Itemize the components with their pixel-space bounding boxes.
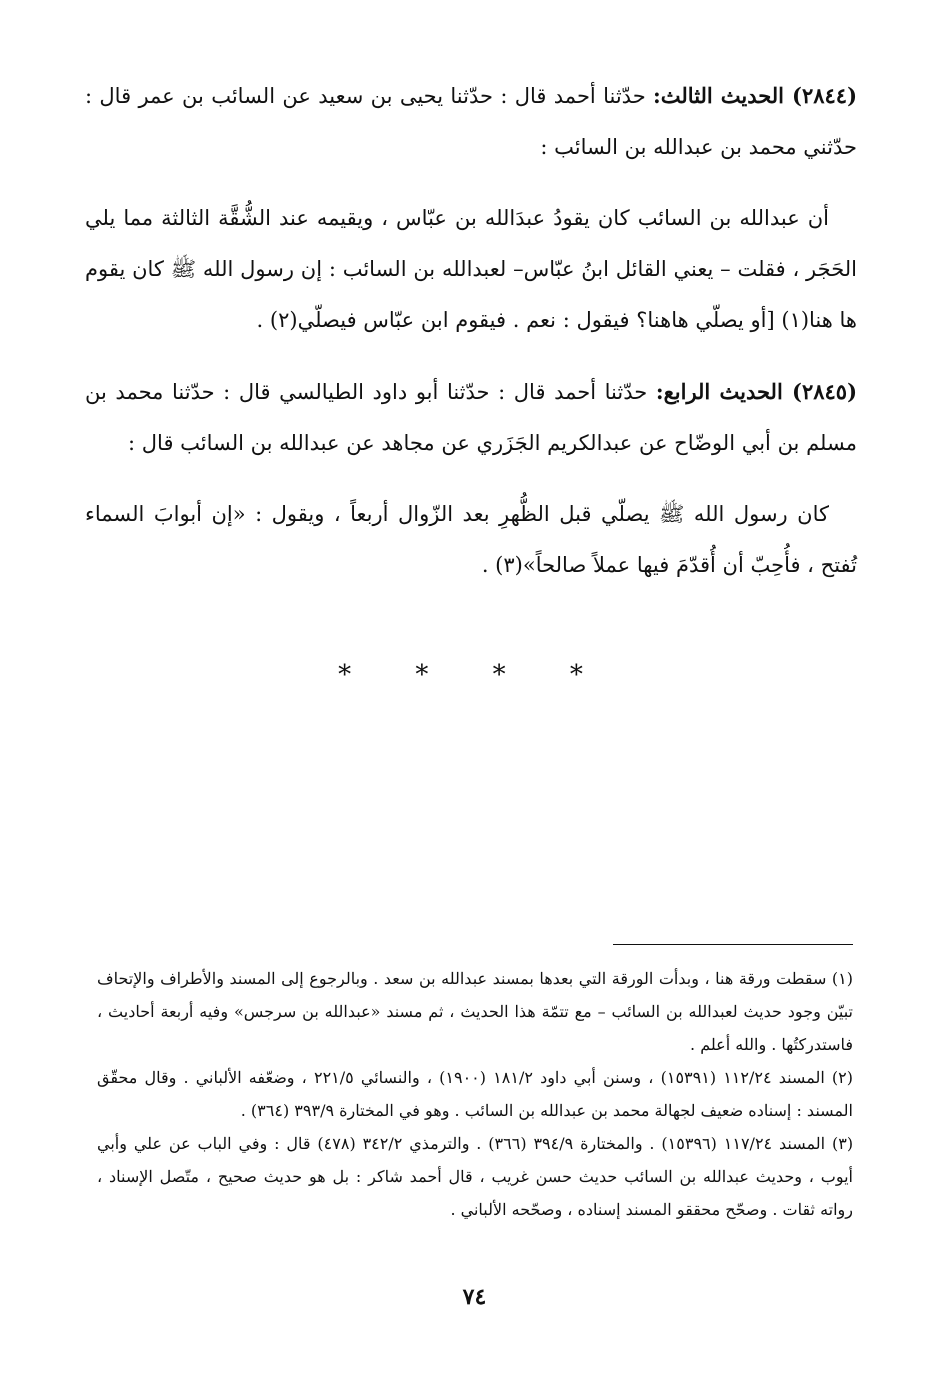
footnote-3: (٣) المسند ١١٧/٢٤ (١٥٣٩٦) . والمختارة ٣٩٤/٩ (٣٦٦) . والترمذي ٣٤٢/٢ (٤٧٨) قال : وفي الباب عن علي وأبي أيوب ، وحديث عبدالله بن السائب حديث حسن غريب ، قال أحمد شاكر : بل هو حديث صحيح ، متّصل الإسناد ، رواته ثقات . وصحّح محققو المسند إسناده ، وصحّحه الألباني . (97, 1134, 854, 1219)
hadith-4-isnad-text: حدّثنا أحمد قال : حدّثنا أبو داود الطيالسي قال : حدّثنا محمد بن مسلم بن أبي الوضّاح عن عبدالكريم الجَزَري عن مجاهد عن عبدالله بن السائب قال : (85, 380, 857, 455)
hadith-4-isnad (85, 366, 857, 469)
page-number: ٧٤ (462, 1284, 487, 1310)
footnote-2: (٢) المسند ١١٢/٢٤ (١٥٣٩١) ، وسنن أبي داود ١٨١/٢ (١٩٠٠) ، والنسائي ٢٢١/٥ ، وضعّفه الألباني . وقال محقّق المسند : إسناده ضعيف لجهالة محمد بن عبدالله بن السائب . وهو في المختارة ٣٩٣/٩ (٣٦٤) . (97, 1068, 854, 1120)
footnote-1: (١) سقطت ورقة هنا ، وبدأت الورقة التي بعدها بمسند عبدالله بن سعد . وبالرجوع إلى المسند والأطراف والإتحاف تبيّن وجود حديث لعبدالله بن السائب – مع تتمّة هذا الحديث ، ثم مسند «عبدالله بن سرجس» وفيه أربعة أحاديث ، فاستدركتُها . والله أعلم . (97, 969, 853, 1054)
hadith-4-matn: كان رسول الله ﷺ يصلّي قبل الظُّهرِ بعد الزّوال أربعاً ، ويقول : «إن أبوابَ السماء تُفتح ، فأُحِبّ أن أُقدّمَ فيها عملاً صالحاً»(٣) . (85, 502, 857, 577)
hadith-3-matn: أن عبدالله بن السائب كان يقودُ عبدَالله بن عبّاس ، ويقيمه عند الشُّقَّة الثالثة مما يلي الحَجَر ، فقلت – يعني القائل ابنُ عبّاس– لعبدالله بن السائب : إن رسول الله ﷺ كان يقوم ها هنا(١) [أو يصلّي هاهنا؟ فيقول : نعم . فيقوم ابن عبّاس فيصلّي(٢) . (85, 206, 857, 332)
hadith-3-isnad-text: حدّثنا أحمد قال : حدّثنا يحيى بن سعيد عن السائب بن عمر قال : حدّثني محمد بن عبدالله بن السائب : (85, 84, 857, 159)
hadith-3-heading: (٢٨٤٤) الحديث الثالث: (653, 83, 857, 108)
footnote-divider (613, 944, 853, 945)
main-text (85, 70, 857, 611)
hadith-4-heading: (٢٨٤٥) الحديث الرابع: (655, 379, 858, 404)
hadith-3-isnad (85, 70, 857, 173)
footnotes (97, 962, 853, 1226)
section-separator: * * * * (338, 660, 611, 690)
